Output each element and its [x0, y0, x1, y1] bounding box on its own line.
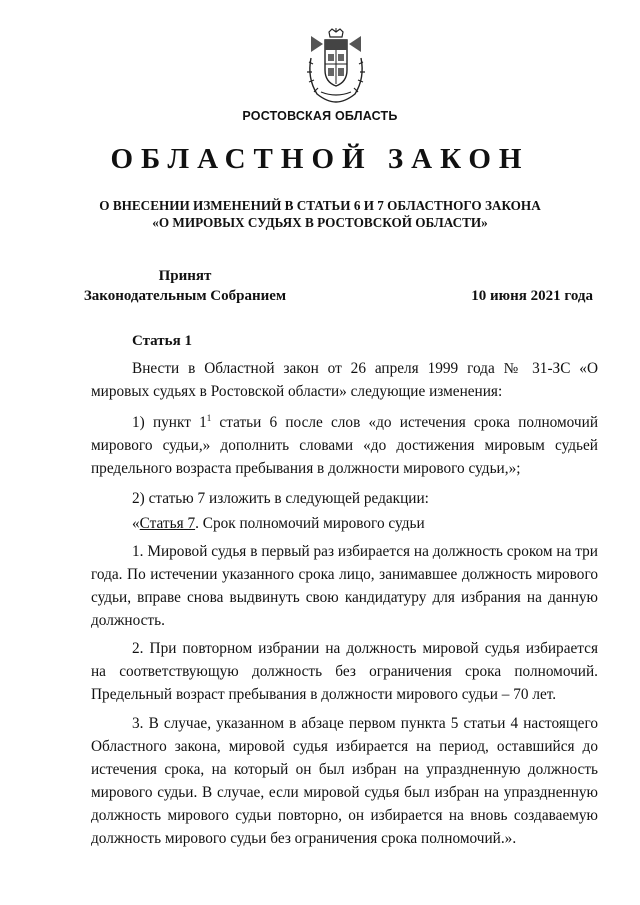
item1-prefix: 1) пункт 1	[132, 414, 207, 431]
rostov-oblast-coat-of-arms-icon	[303, 28, 369, 104]
article-1-intro	[91, 357, 598, 403]
article-1-title: Статья 1	[132, 333, 192, 349]
intro-paragraph: Внести в Областной закон от 26 апреля 1999 года № 31-ЗС «О мировых судьях в Ростовской области» следующие изменения:	[91, 360, 598, 400]
adoption-label	[80, 266, 290, 306]
article-7-paragraph-2: 2. При повторном избрании на должность мировой судья избирается на соответствующую должность без ограничения срока полномочий. Предельный возраст пребывания в должности мирового судьи – 70 лет.	[91, 640, 598, 703]
article-7-title: . Срок полномочий мирового судьи	[195, 515, 425, 532]
amendment-item-1	[91, 411, 598, 480]
article-7-link[interactable]: Статья 7	[139, 515, 196, 532]
adoption-label-line-1: Принят	[158, 268, 212, 284]
article-7-paragraph-3: 3. В случае, указанном в абзаце первом пункта 5 статьи 4 настоящего Областного закона, мировой судья избирается на период, оставшийся до истечения срока, на который он был избран на упраздненную должность мирового судьи. В случае, если мировой судья был избран на упраздненную должность мирового судьи повторно, он избирается на вновь создаваемую должность мирового судьи без ограничения срока полномочий.».	[91, 715, 598, 847]
amendment-item-2-text: 2) статью 7 изложить в следующей редакции:	[132, 490, 429, 507]
adoption-label-line-2: Законодательным Собранием	[83, 288, 287, 304]
law-subject-line-1: О ВНЕСЕНИИ ИЗМЕНЕНИЙ В СТАТЬИ 6 И 7 ОБЛАСТНОГО ЗАКОНА	[99, 198, 541, 213]
amendment-item-1-text	[91, 411, 598, 480]
law-subject-line-2: «О МИРОВЫХ СУДЬЯХ В РОСТОВСКОЙ ОБЛАСТИ»	[152, 215, 488, 230]
amendment-item-2	[91, 487, 598, 510]
law-subject	[60, 197, 580, 231]
item1-rest: статьи 6 после слов «до истечения срока полномочий мирового судьи,» дополнить словами «до достижения мировым судьей предельного возраста пребывания в должности мирового судьи,»;	[91, 414, 598, 477]
quote-open: «	[132, 515, 140, 532]
region-name: РОСТОВСКАЯ ОБЛАСТЬ	[242, 109, 398, 123]
adoption-date: 10 июня 2021 года	[471, 288, 593, 304]
document-type-title: ОБЛАСТНОЙ ЗАКОН	[110, 143, 530, 175]
article-7-paragraph-1: 1. Мировой судья в первый раз избирается на должность сроком на три года. По истечении указанного срока лицо, занимавшее должность мирового судьи, вправе снова выдвинуть свою кандидатуру для избрания на данную должность.	[91, 543, 598, 629]
quoted-article-heading	[91, 512, 598, 535]
item1-superscript: 1	[206, 412, 212, 423]
